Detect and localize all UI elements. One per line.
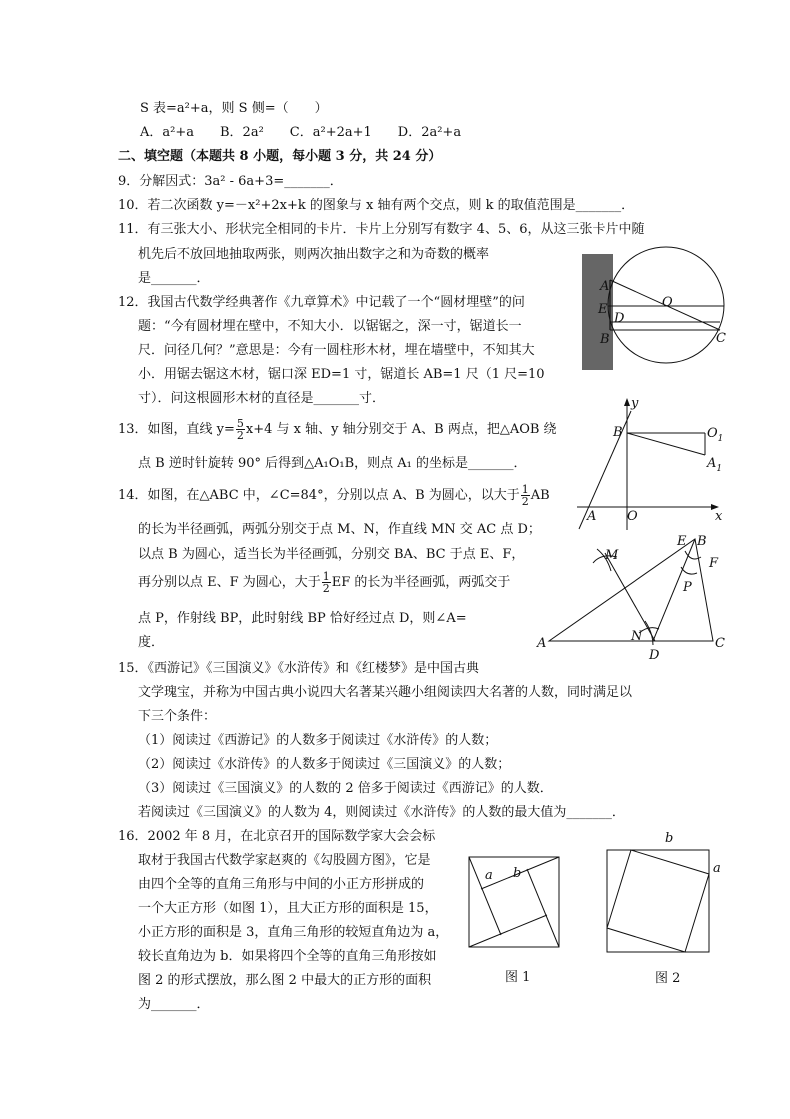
label-b: B: [600, 332, 610, 347]
label-a: A: [537, 636, 547, 651]
question-12-line4: 小．用锯去锯这木材，锯口深 ED=1 寸，锯道长 AB=1 尺（1 尺=10: [138, 367, 545, 382]
label-n: N: [631, 629, 643, 644]
condition-2: （2）阅读过《水浒传》的人数多于阅读过《三国演义》的人数；: [138, 757, 511, 772]
question-13-line1: [118, 417, 557, 443]
seg-3: [527, 869, 559, 947]
q14-fraction-2: $\frac{1}{2}$: [322, 570, 330, 595]
question-12-line5: 寸）．问这根圆形木材的直径是_______寸．: [138, 391, 386, 406]
q13-fraction: $\frac{5}{2}$: [236, 417, 244, 442]
question-16-line2: 取材于我国古代数学家赵爽的《勾股圆方图》，它是: [138, 853, 431, 868]
figure-triangle-abc: [535, 533, 735, 663]
figure-axes-rotation: [575, 395, 735, 535]
label-a1: $A_1$: [707, 456, 723, 474]
question-15-line2: 文学瑰宝，并称为中国古典小说四大名著某兴趣小组阅读四大名著的人数，同时满足以: [138, 685, 633, 700]
label-e: E: [598, 302, 608, 317]
q8-options: A．a²+a B．2a² C．a²+2a+1 D．2a²+a: [140, 125, 462, 140]
label-a: A: [587, 509, 597, 524]
question-16-line3: 由四个全等的直角三角形与中间的小正方形拼成的: [138, 877, 425, 892]
label-e: E: [677, 534, 687, 549]
label-o1: $O_1$: [707, 426, 724, 444]
question-16-line1: 16．2002 年 8 月，在北京召开的国际数学家大会会标: [118, 829, 436, 844]
y-arrow: [624, 398, 630, 406]
label-y: y: [631, 396, 639, 411]
label-d: D: [649, 648, 660, 663]
label-b: B: [697, 534, 707, 549]
q13-post: x+4 与 x 轴、y 轴分别交于 A、B 两点，把△AOB 绕: [245, 422, 557, 437]
question-14-line3: 以点 B 为圆心，适当长为半径画弧，分别交 BA、BC 于点 E、F，: [138, 547, 525, 562]
caption-fig2: 图 2: [655, 971, 681, 986]
question-11-line3: 是_______．: [138, 271, 210, 286]
figure-2: [603, 828, 733, 986]
question-14-line4: 再分别以点 E、F 为圆心，大于 $\frac{1}{2}$ EF 的长为半径画弧，两弧交于: [138, 570, 511, 595]
q13-pre: 13．如图，直线 y=: [118, 422, 235, 437]
question-16-line5: 小正方形的面积是 3，直角三角形的较短直角边为 a，: [138, 925, 449, 940]
caption-fig1: 图 1: [505, 970, 531, 985]
label-a: a: [713, 861, 721, 876]
inner-square: [607, 850, 709, 952]
seg-4: [469, 915, 547, 947]
line-b-a1: [627, 433, 705, 455]
q14-fraction: $\frac{1}{2}$: [521, 483, 529, 508]
figure-circle-in-wall: [580, 250, 750, 370]
label-b: b: [513, 866, 522, 881]
section-heading: 二、填空题（本题共 8 小题，每小题 3 分，共 24 分）: [118, 149, 442, 164]
question-10: 10．若二次函数 y=－x²+2x+k 的图象与 x 轴有两个交点，则 k 的取值范围是_______．: [118, 198, 635, 213]
question-15-line3: 下三个条件：: [138, 709, 217, 724]
label-c: C: [715, 636, 725, 651]
outer-square: [607, 850, 709, 952]
question-11-line2: 机先后不放回地抽取两张，则两次抽出数字之和为奇数的概率: [138, 247, 490, 262]
question-14-line2: 的长为半径画弧，两弧分别交于点 M、N，作直线 MN 交 AC 点 D；: [138, 522, 541, 537]
q14-post: AB: [530, 488, 550, 503]
label-o: O: [627, 509, 638, 524]
question-16-line7: 图 2 的形式摆放，那么图 2 中最大的正方形的面积: [138, 973, 432, 988]
condition-1: （1）阅读过《西游记》的人数多于阅读过《水浒传》的人数；: [138, 733, 498, 748]
label-o: O: [662, 295, 673, 310]
question-15-line7: 若阅读过《三国演义》的人数为 4，则阅读过《水浒传》的人数的最大值为_______．: [138, 805, 625, 820]
question-9: 9．分解因式：3a² - 6a+3=_______．: [118, 174, 343, 189]
question-12-line2: 题：“今有圆材埋在壁中，不知大小．以锯锯之，深一寸，锯道长一: [138, 319, 522, 334]
question-16-line6: 较长直角边为 b．如果将四个全等的直角三角形按如: [138, 949, 437, 964]
question-15-line1: 15．《西游记》《三国演义》《水浒传》和《红楼梦》是中国古典: [118, 661, 480, 676]
question-11-line1: 11．有三张大小、形状完全相同的卡片．卡片上分别写有数字 4、5、6，从这三张卡片中随: [118, 222, 645, 237]
question-13-line2: 点 B 逆时针旋转 90° 后得到△A₁O₁B，则点 A₁ 的坐标是_______．: [138, 456, 527, 471]
label-a: A: [600, 279, 610, 294]
figure-1-zhao-shuang: [467, 855, 567, 985]
q8-line: S 表=a²+a，则 S 侧=（ ）: [140, 101, 328, 116]
question-14-line5: 点 P，作射线 BP，此时射线 BP 恰好经过点 D，则∠A=: [138, 611, 467, 626]
condition-3: （3）阅读过《三国演义》的人数的 2 倍多于阅读过《西游记》的人数．: [138, 781, 553, 796]
question-16-line8: 为_______．: [138, 997, 210, 1012]
label-b: b: [665, 831, 674, 846]
question-12-line1: 12．我国古代数学经典著作《九章算术》中记载了一个“圆材埋壁”的问: [118, 295, 525, 310]
question-12-line3: 尺．问径几何？”意思是：今有一圆柱形木材，埋在墙壁中，不知其大: [138, 343, 535, 358]
label-c: C: [716, 331, 726, 346]
label-f: F: [709, 556, 719, 571]
label-a: a: [485, 868, 493, 883]
question-14-line1: [118, 483, 550, 509]
label-b: B: [613, 425, 623, 440]
question-16-line4: 一个大正方形（如图 1），且大正方形的面积是 15，: [138, 901, 438, 916]
label-p: P: [683, 580, 692, 595]
label-x: x: [715, 509, 723, 524]
question-14-line6: 度．: [138, 635, 165, 650]
q14-pre: 14．如图，在△ABC 中，∠C=84°，分别以点 A、B 为圆心，以大于: [118, 488, 520, 503]
label-d: D: [614, 311, 625, 326]
label-m: M: [605, 548, 619, 563]
